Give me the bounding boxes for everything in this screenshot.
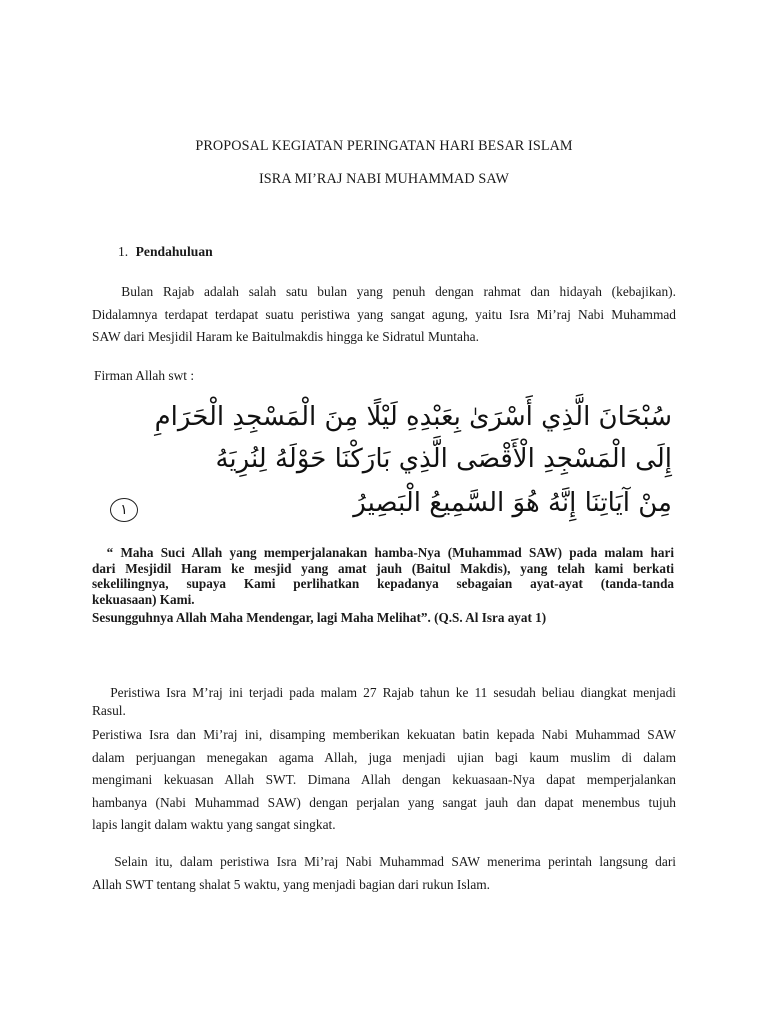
section-number: 1.: [118, 244, 129, 259]
translation-line: kekuasaan) Kami.: [92, 591, 195, 607]
arabic-verse-line: سُبْحَانَ الَّذِي أَسْرَىٰ بِعَبْدِهِ لَيْلًا مِنَ الْمَسْجِدِ الْحَرَامِ: [154, 402, 672, 432]
firman-label: Firman Allah swt :: [94, 368, 195, 383]
paragraph-line: Selain itu, dalam peristiwa Isra Mi’raj Nabi Muhammad SAW menerima perintah langsung dari: [92, 854, 676, 869]
document-subtitle: ISRA MI’RAJ NABI MUHAMMAD SAW: [258, 171, 510, 187]
section-title: Pendahuluan: [135, 244, 213, 259]
paragraph-line: mengimani kekuasan Allah SWT. Dimana Allah dengan kekuasaan-Nya dapat memperjalankan: [92, 772, 676, 787]
arabic-verse-image: [92, 398, 674, 530]
paragraph-line: SAW dari Mesjidil Haram ke Baitulmakdis hingga ke Sidratul Muntaha.: [92, 329, 479, 344]
paragraph-line: dalam perjuangan menegakan agama Allah, juga menjadi ujian bagi kaum muslim di dalam: [92, 749, 676, 765]
translation-line: sekelilingnya, supaya Kami perlihatkan kepadanya sebagaian ayat-ayat (tanda-tanda: [92, 576, 674, 591]
paragraph-prayer: [92, 851, 676, 896]
translation-line: “ Maha Suci Allah yang memperjalanakan hamba-Nya (Muhammad SAW) pada malam hari: [92, 545, 674, 560]
paragraph-event: [92, 684, 676, 720]
arabic-verse-line: إِلَى الْمَسْجِدِ الْأَقْصَى الَّذِي بَارَكْنَا حَوْلَهُ لِنُرِيَهُ: [215, 444, 672, 474]
paragraph-intro: [92, 281, 676, 349]
arabic-verse-line: مِنْ آيَاتِنَا إِنَّهُ هُوَ السَّمِيعُ الْبَصِيرُ: [353, 488, 672, 518]
paragraph-meaning: [92, 724, 676, 837]
paragraph-line: Peristiwa Isra dan Mi’raj ini, disamping memberikan kekuatan batin kepada Nabi Muhammad SAW: [92, 727, 676, 742]
paragraph-line: hambanya (Nabi Muhammad SAW) dengan perjalan yang sangat jauh dan dapat menembus tujuh: [92, 794, 676, 810]
paragraph-line: Peristiwa Isra M’raj ini terjadi pada malam 27 Rajab tahun ke 11 sesudah beliau diangkat menjadi: [92, 685, 676, 700]
document-title: PROPOSAL KEGIATAN PERINGATAN HARI BESAR ISLAM: [195, 138, 573, 154]
translation-line: Sesungguhnya Allah Maha Mendengar, lagi Maha Melihat”. (Q.S. Al Isra ayat 1): [92, 610, 547, 625]
section-heading: [118, 244, 213, 260]
paragraph-line: Didalamnya terdapat terdapat suatu peristiwa yang sangat agung, yaitu Isra Mi’raj Nabi Muhammad: [92, 306, 676, 322]
paragraph-line: Bulan Rajab adalah salah satu bulan yang penuh dengan rahmat dan hidayah (kebajikan).: [92, 284, 676, 299]
ayah-number-marker: ١: [110, 498, 138, 522]
paragraph-line: lapis langit dalam waktu yang sangat singkat.: [92, 817, 336, 832]
verse-translation: [92, 545, 674, 626]
paragraph-line: Allah SWT tentang shalat 5 waktu, yang menjadi bagian dari rukun Islam.: [92, 876, 491, 892]
paragraph-line: Rasul.: [92, 703, 126, 718]
translation-line: dari Mesjidil Haram ke mesjid yang amat jauh (Baitul Makdis), yang telah kami berkati: [92, 560, 674, 576]
